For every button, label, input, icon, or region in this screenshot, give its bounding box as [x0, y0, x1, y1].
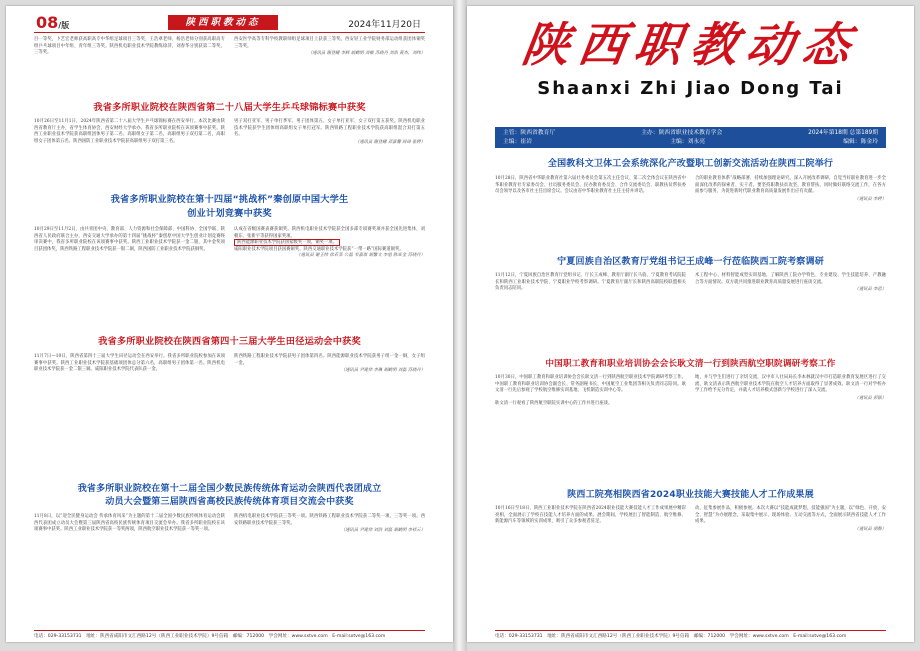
article-col1: 10月26日至11月1日，2024年陕西省第二十八届大学生乒乓球锦标赛在西安举行。本次比赛由陕西省教育厅主办，省学生体育协会、西安财经大学承办。我省多所职业院校在该项赛事中获奖。陕西工业职业技术学院获高职组团体男子第二名、高职组女子第二名，高职组男子双打第二名，高职组女子团体第五名。陕西国防工业职业技术学院获高职组男子双打第三名。	[34, 119, 225, 144]
article-col1: 11月7日—10日，陕西省第四十三届大学生田径运动会在西安举行。我省多所职业院校参加在该项赛事中获奖。陕西工业职业技术学院获基础项团体总分第六名，高职组男子团体第一名。陕西机电职业技术学院获一金二银三铜。咸阳职业技术学院代表队获一金。	[34, 354, 225, 373]
article-title-line1: 我省多所职业院校在第十二届全国少数民族传统体育运动会陕西代表团成立	[77, 484, 382, 494]
article-col1: 11月12日，宁夏回族自治区教育厅党组书记、厅长王成峰、教育厅副厅长马骁、宁夏教育考试院院长和陕西工业职业技术学院、宁夏职业学校考察调研。宁夏教育厅副厅长和陕西高职院校联盟相关负责同志陪同。	[495, 273, 686, 292]
article-signature: （通讯员 李思）	[854, 287, 886, 293]
article-skills-exhibition	[495, 489, 886, 532]
article-worker-education	[495, 358, 886, 407]
article-signature: （通讯员 尹建伟 李琳 胡鹤明 刘磊 苏晓丹）	[340, 368, 425, 374]
info-compiler: 编辑：陈金玲	[843, 138, 878, 145]
article-table-tennis	[34, 102, 425, 145]
article-col2-rest: 咸阳职业技术学院项目获国赛铜奖。陕西交通职业技术学院获“一带一路”国际赛道铜奖。	[234, 246, 404, 252]
article-title: 陕西工院亮相陕西省2024职业技能大赛技能人才工作成果展	[567, 490, 814, 500]
header-rule	[34, 32, 425, 33]
info-issue: 2024年第18期 总第189期	[808, 130, 878, 136]
article-title-line2: 动员大会暨第三届陕西省高校民族传统体育项目交流会中获奖	[105, 497, 354, 507]
article-signature: （通讯员 胡静）	[854, 526, 886, 532]
article-col2: 地，并与学生们进行了亲切交流，汉中市人社局局长李本林就汉中市打造职业教育发展区进行了交流，耿文清表示陕西航空职业技术学院在航空人才培养方面取得了显著成效。耿文清一行对学校办学工作给予充分肯定，并就人才培养模式创新与学校进行了深入交流。	[695, 375, 886, 394]
page-gutter	[453, 0, 467, 651]
intro-col2: 西安医学高等专科学校教职师组足球项目上获获三等奖。西安轻工业学院财务部运动组获团体铜奖三等奖。	[234, 37, 425, 49]
article-title-line1: 我省多所职业院校在第十四届“挑战杯”秦创原中国大学生	[110, 194, 349, 205]
left-footer: 电话：029-33153731 地址：陕西省咸阳市文汇西路12号（陕西工业职业技术学院）9号信箱 邮编：712000 学会网址：www.sxtve.com E-mail:sxtve@163.com	[34, 630, 425, 639]
article-signature: （通讯员 李婷）	[854, 196, 886, 202]
article-col2: 男子双打亚军、男子单打季军、男子团体第五、女子单打亚军、女子双打第五获奖。陕西机电职业技术学院获学生团体组高职组女子单打冠军。陕西铁路工程职业技术学院获高职组混合双打第五名。	[234, 119, 425, 138]
masthead-pinyin: Shaanxi Zhi Jiao Dong Tai	[537, 78, 844, 99]
info-chief: 主编：刘永亮	[670, 138, 705, 145]
article-signature: （通讯员 谢玉纬 徐若菲 公磊 韦嘉琪 胡馨文 李旭 陈亚金 苏晓丹）	[296, 253, 425, 259]
info-sponsor: 主管：陕西省教育厅	[503, 130, 556, 136]
masthead	[507, 16, 874, 99]
intro-continued	[34, 37, 425, 57]
article-signature: （通讯员 谢登耀 邓嘉馨 周琦 张婷）	[355, 139, 425, 145]
article-col1: 10月16日至18日，陕西工业职业技术学院在陕西省2024职业技能大赛技能人才工作成果展中精彩亮相，全面展示了学校在技能人才培养方面的成果。展会期间，学校展出了智能制造、航空维修、新能源汽车等领域的实训成果，吸引了众多参观者驻足。	[495, 506, 686, 525]
article-title: 我省多所职业院校在陕西省第四十三届大学生田径运动会中获奖	[98, 336, 361, 347]
publication-info-bar	[495, 127, 886, 148]
article-ethnic-sports	[34, 483, 425, 534]
article-col2-top: 认成在省级国赛表赛获铜奖。陕西机电职业技术学院获全国多部专项赛奖项并获全国先进集体，刘朝东、张新宇等获得国家奖项。	[234, 227, 425, 239]
article-col2: 合的职业教育体系”战略部署，持续加强理论研究，深入开展改革调研，自觉当好职业教育进一步全面深化改革的探索者、实干者。要坚持职教扶贫攻坚，教育帮扶，同时做好联络交流工作，在各方面参与服务，为促进新时代职业教育高质量发展作出应有贡献。	[695, 176, 886, 195]
article-title-line2: 创业计划竞赛中获奖	[187, 208, 272, 219]
article-title: 我省多所职业院校在陕西省第二十八届大学生乒乓球锦标赛中获奖	[93, 102, 366, 113]
right-footer: 电话：029-33153731 地址：陕西省咸阳市文汇西路12号（陕西工业职业技术学院）9号信箱 邮编：712000 学会网址：www.sxtve.com E-mail:sxtve@163.com	[495, 630, 886, 639]
article-col1: 10月29日至11月2日，由共青团中央、教育部、人力资源和社会保障部、中国科协、全国学联、陕西省人民政府联合主办，西安交通大学承办的第十四届“挑战杯”秦创原中国大学生创业计划竞赛终审决赛中，我省多所职业院校在该项赛事中获奖。陕西工业职业技术学院获一金二银，其中金奖项目获团体奖，陕西铁路工程职业技术学院获一银二铜，陕西国防工业职业技术学院获铜奖。	[34, 227, 225, 252]
intro-signature: （通讯员 谢登耀 李辉 胡鹤明 刘敏 苏晓丹 刘浩 黄杰、刘纬）	[308, 51, 425, 57]
article-tail: 耿文清一行观看了陕西航空职院实训中心的工作并进行座谈。	[495, 400, 613, 406]
header-band-title: 陕西职教动态	[168, 15, 278, 30]
article-col1: 11月8日，以“迎全民健身运动会 传承体育风采”为主题的第十二届全国少数民族传统体育运动会陕西代表团成立动员大会暨第三届陕西省高校民族传统体育项目交流会举办。我省多所职业院校在该项赛事中获奖。陕西工业职业技术学院获一等奖两项，陕西航空职业技术学院获一等奖一项。	[34, 514, 225, 533]
article-signature: （通讯员 彭颖）	[854, 395, 886, 401]
left-page-header	[6, 6, 453, 32]
article-col1: 10月30日，中国职工教育和职业培训协会会长耿文清一行到陕西航空职业技术学院调研考察工作。中国职工教育和职业培训协会副会长、常务副秘书长，中国航空工业集团等相关负责同志陪同。耿文清一行先后参观了学校航空维修实训基地、飞机制造实训中心等。	[495, 375, 686, 394]
highlighted-sentence: 陕西能源职业技术学院获国家级奖一项，铜奖一项。	[234, 239, 340, 246]
article-challenge-cup	[34, 193, 425, 260]
article-track-field	[34, 336, 425, 374]
article-col2: 陕西铁路工程职业技术学院获男子团体第四名。陕西能源职业技术学院获男子组一金一铜，女子组一金。	[234, 354, 425, 366]
article-col2: 动，征集参展作品，积极参展。本次大赛以“技能成就梦想，技能强国”为主题，以“绿色、开放、安全、智慧”为办展理念，采取集中展示、现场体验、互动交流等方式，全面展示陕西省技能人才工作成果。	[695, 506, 886, 525]
article-signature: （通讯员 尹建伟 刘浩 刘磊 胡鹤明 李祥云）	[340, 528, 425, 534]
left-page	[6, 6, 453, 642]
article-title: 宁夏回族自治区教育厅党组书记王成峰一行莅临陕西工院考察调研	[557, 257, 824, 267]
article-col2: 陕西机电职业技术学院获三等奖一项。陕西铁路工程职业技术学院获二等奖一项、三等奖一项。西安铁路职业技术学院获三等奖。	[234, 514, 425, 526]
intro-col1: 目一等奖，卜艺宏老师获高职高专中华组足球项目三等奖，王浩翠老师、杨浩老师分别获高职高专组乒乓球项目中年组、青年组三等奖。陕西机电职业技术学院教练徐萍、刘春华分别获第二等奖、三等奖。	[34, 37, 225, 56]
article-union-exchange	[495, 158, 886, 202]
info-editor: 主编：崔岩	[503, 138, 532, 145]
info-organizer: 主办：陕西省职业技术教育学会	[641, 130, 723, 136]
article-col1: 10月28日，陕西省中华职业教育社第六届社务委员会第五次主任会议、第二次全体会议在陕西省中华职业教育社专家委员会、社员服务委员会、民办教育委员会、合作交流委员会、职教扶贫帮扶委员会领导以及各市社主任出席会议。会议由省中华职业教育社主任主持并讲话。	[495, 176, 686, 195]
article-title: 中国职工教育和职业培训协会会长耿文清一行到陕西航空职院调研考察工作	[545, 359, 836, 369]
article-title: 全国教科文卫体工会系统深化产改暨职工创新交流活动在陕西工院举行	[547, 159, 834, 169]
page-number: 08/版	[36, 13, 70, 32]
article-ningxia-visit	[495, 256, 886, 293]
right-page	[467, 6, 914, 642]
issue-date: 2024年11月20日	[348, 20, 421, 30]
article-col2: 术工程中心、材料智能成型实训基地，了解陕西工院办学特色、专业建设、学生技能培养、产教融合等方面情况。双方就共同推进职业教育高质量发展进行座谈交流。	[695, 273, 886, 285]
masthead-title: 陕西职教动态	[518, 18, 863, 73]
